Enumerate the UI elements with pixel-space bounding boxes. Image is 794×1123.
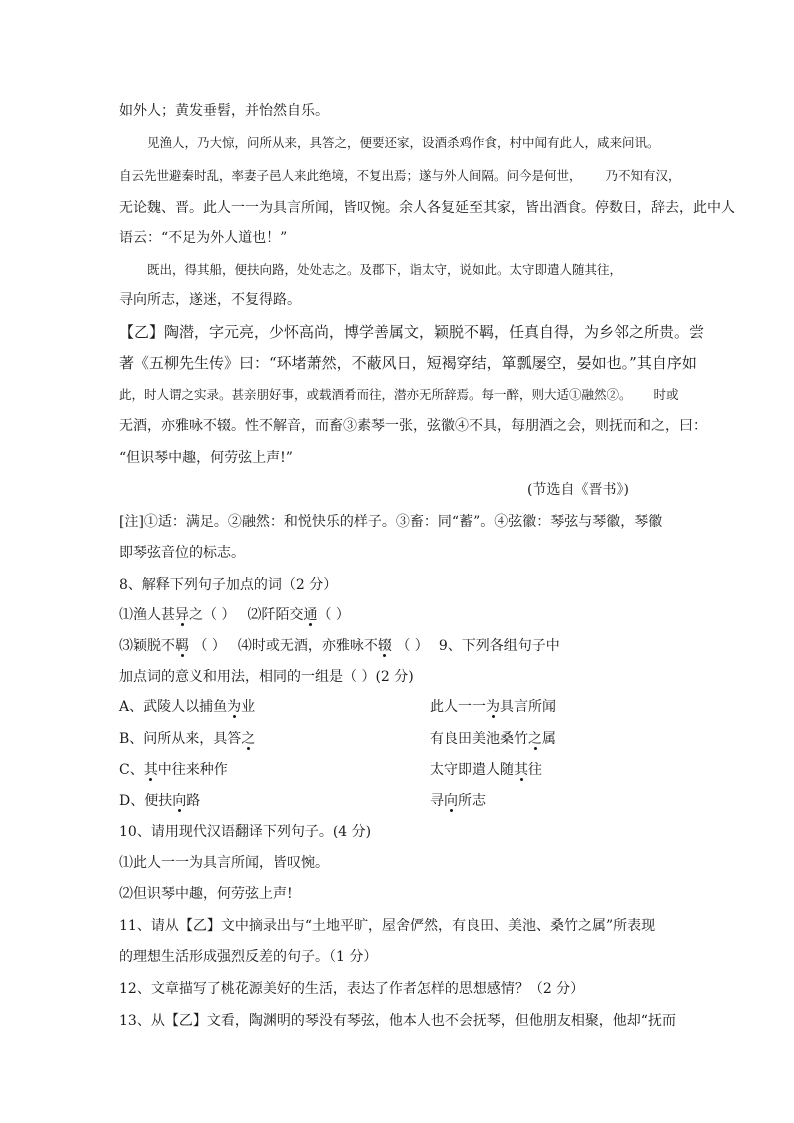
dotted-word: 异	[175, 607, 189, 623]
answer-blank[interactable]: （ ）	[391, 638, 429, 654]
option-b-pair	[430, 729, 556, 749]
yi-line: 【乙】陶潜，字元亮，少怀高尚，博学善属文，颖脱不羁，任真自得，为乡邻之所贵。尝	[119, 323, 705, 341]
option-a-pair	[430, 697, 556, 717]
dotted-word: 通	[303, 607, 318, 623]
note-line: [注]①适：满足。②融然：和悦快乐的样子。③畜：同“蓄”。④弦徽：琴弦与琴徽，琴徽	[119, 514, 663, 530]
option-text: 往	[528, 762, 542, 778]
q8-item-2: ⑵阡陌交	[247, 607, 304, 623]
option-text: 属	[542, 731, 556, 747]
passage-line: 寻向所志，遂迷，不复得路。	[119, 292, 301, 308]
option-text: 业	[241, 699, 256, 715]
yi-line	[119, 385, 679, 405]
option-text: C、	[119, 762, 144, 778]
passage-line: 见渔人，乃大惊，问所从来，具答之，便要还家，设酒杀鸡作食，村中闻有此人，咸来问讯。	[147, 135, 660, 150]
q8-item-1: ⑴渔人甚	[119, 607, 175, 623]
dotted-word: 为	[486, 699, 500, 715]
option-text: 寻	[430, 793, 444, 809]
option-text: 太守即遣人随	[430, 762, 514, 778]
option-d-pair	[430, 791, 486, 811]
option-c[interactable]	[119, 760, 542, 780]
q8-item-4: ⑷时或无酒，亦雅咏不	[237, 638, 378, 654]
option-text: A、武陵人以捕鱼	[119, 699, 228, 715]
option-c-pair	[430, 760, 542, 780]
option-text: 此人一一	[430, 699, 486, 715]
source-citation: (节选自《晋书》)	[527, 482, 629, 498]
dotted-word: 之	[528, 731, 542, 747]
passage-text: 乃不知有汉，	[605, 168, 681, 183]
answer-blank[interactable]: （ ）	[317, 607, 350, 623]
question-10-sentence: ⑵但识琴中趣，何劳弦上声!	[119, 886, 293, 902]
question-11-text: 11、请从【乙】文中摘录出与“土地平旷，屋舍俨然，有良田、美池、桑竹之属”所表现	[119, 918, 656, 934]
answer-blank[interactable]: （ ）	[189, 638, 226, 654]
option-b[interactable]	[119, 729, 556, 749]
passage-line: 如外人；黄发垂髫，并怡然自乐。	[119, 103, 329, 119]
question-8-items	[119, 636, 560, 656]
option-text: 具言所闻	[500, 699, 556, 715]
question-12-text: 12、文章描写了桃花源美好的生活，表达了作者怎样的思想感情？（2 分）	[119, 981, 585, 997]
note-line: 即琴弦音位的标志。	[119, 545, 245, 561]
option-text: 有良田美池桑竹	[430, 731, 528, 747]
question-10-title: 10、请用现代汉语翻译下列句子。(4 分)	[119, 824, 372, 840]
answer-blank[interactable]: 之（ ）	[189, 607, 236, 623]
yi-line: “但识琴中趣，何劳弦上声!”	[119, 450, 293, 466]
option-d[interactable]	[119, 791, 486, 811]
option-text: 中往来种作	[157, 762, 228, 778]
passage-text: 自云先世避秦时乱，率妻子邑人来此绝境，不复出焉；遂与外人间隔。问今是何世，	[119, 168, 582, 183]
passage-line	[119, 166, 681, 186]
option-text: D、便扶	[119, 793, 173, 809]
dotted-word: 向	[172, 793, 187, 809]
dotted-word: 其	[514, 762, 528, 778]
question-13-text: 13、从【乙】文看，陶渊明的琴没有琴弦，他本人也不会抚琴，但他朋友相聚，他却“抚而	[119, 1013, 676, 1029]
dotted-word: 其	[143, 762, 158, 778]
yi-line: 著《五柳先生传》曰：“环堵萧然，不蔽风日，短褐穿结，箪瓢屡空，晏如也。”其自序如	[119, 354, 697, 372]
question-11-text: 的理想生活形成强烈反差的句子。（1 分）	[119, 949, 378, 965]
dotted-word: 羁	[175, 638, 189, 654]
dotted-word: 之	[241, 731, 256, 747]
yi-text: 时或	[653, 387, 679, 402]
passage-line: 既出，得其船，便扶向路，处处志之。及郡下，诣太守，说如此。太守即遣人随其往，	[147, 262, 623, 277]
dotted-word: 为	[227, 699, 242, 715]
passage-line: 语云：“不足为外人道也！”	[119, 230, 288, 246]
yi-line: 无酒，亦雅咏不辍。性不解音，而畜③素琴一张，弦徽④不具，每朋酒之会，则抚而和之，曰：	[119, 418, 707, 434]
question-9-title: 9、下列各组句子中	[438, 638, 560, 654]
question-9-text: 加点词的意义和用法，相同的一组是（ ）(2 分)	[119, 669, 414, 685]
dotted-word: 辍	[377, 638, 392, 654]
option-text: B、问所从来，具答	[119, 731, 242, 747]
question-8-title: 8、解释下列句子加点的词（2 分）	[119, 577, 338, 593]
dotted-word: 向	[444, 793, 458, 809]
q8-item-3: ⑶颖脱不	[119, 638, 175, 654]
question-10-sentence: ⑴此人一一为具言所闻，皆叹惋。	[119, 855, 329, 871]
option-a[interactable]	[119, 697, 556, 717]
option-text: 所志	[458, 793, 486, 809]
option-text: 路	[186, 793, 201, 809]
question-8-items	[119, 605, 350, 625]
yi-text: 此，时人谓之实录。甚亲朋好事，或载酒肴而往，潜亦无所辞焉。每一醉，则大适①融然②。	[119, 387, 632, 402]
passage-line: 无论魏、晋。此人一一为具言所闻，皆叹惋。余人各复延至其家，皆出酒食。停数日，辞去，此中人	[119, 200, 735, 216]
